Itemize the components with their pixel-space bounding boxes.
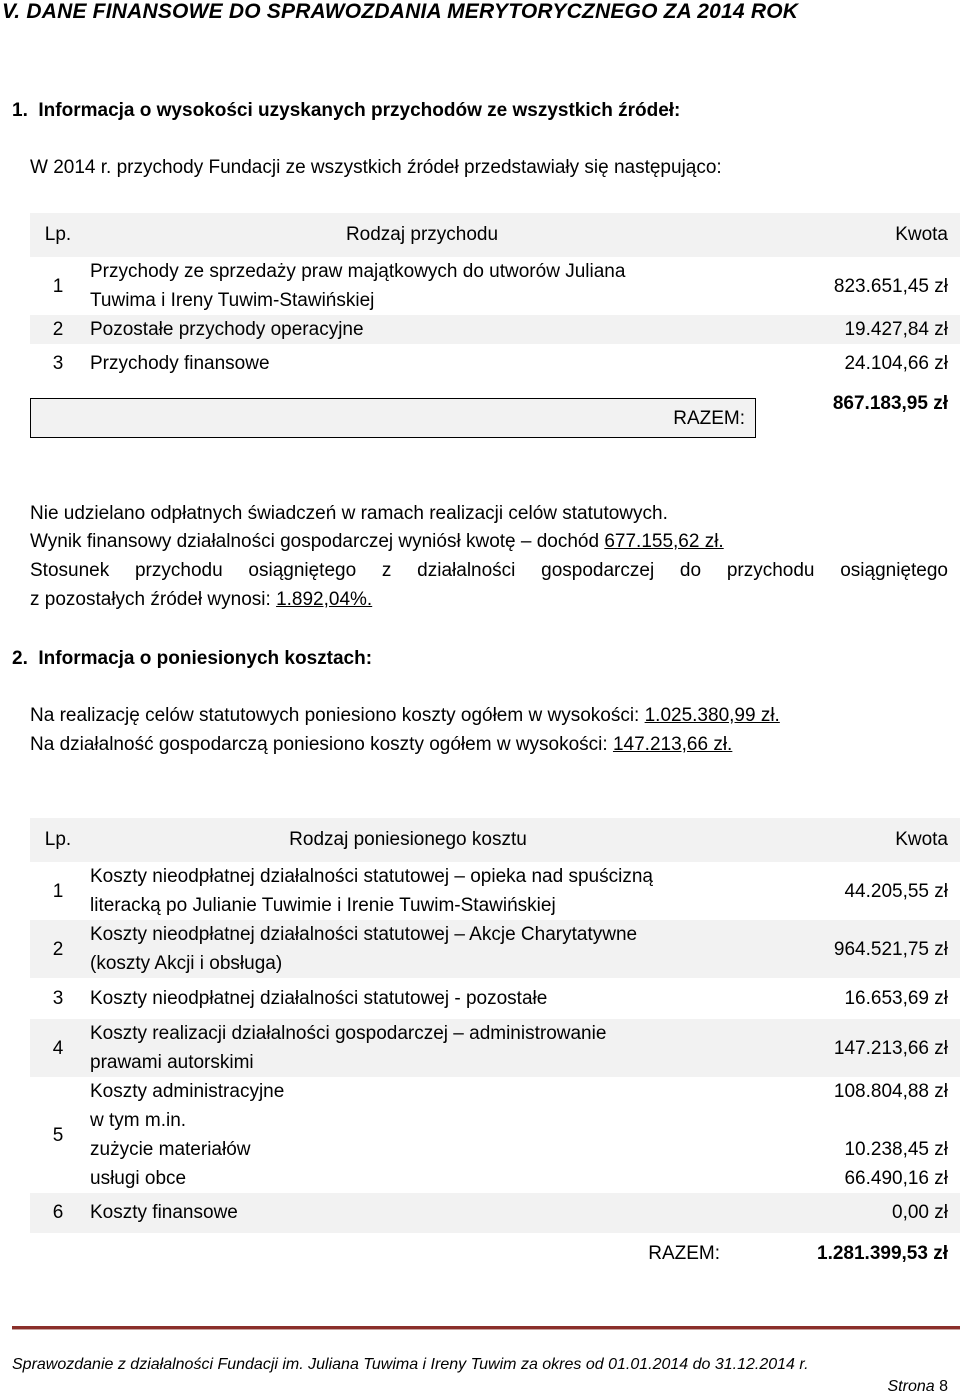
section-1-intro: W 2014 r. przychody Fundacji ze wszystkich źródeł przedstawiały się następująco: xyxy=(30,157,722,178)
row-lp: 3 xyxy=(52,988,64,1009)
total-row xyxy=(30,1233,960,1275)
total-label: RAZEM: xyxy=(673,408,745,429)
note-value: 677.155,62 zł. xyxy=(604,531,724,552)
row-amount xyxy=(730,1077,960,1193)
total-value: 867.183,95 zł xyxy=(832,393,948,414)
col-header-lp: Lp. xyxy=(30,213,86,257)
row-name: Pozostałe przychody operacyjne xyxy=(86,315,758,344)
page-number-value: 8 xyxy=(939,1378,948,1395)
note-value: 147.213,66 zł. xyxy=(612,734,733,755)
row-amount: 19.427,84 zł xyxy=(758,315,960,344)
row-lp: 6 xyxy=(30,1193,86,1233)
row-lp: 5 xyxy=(52,1124,64,1146)
row-amount: 964.521,75 zł xyxy=(730,920,960,978)
section-2-heading: 2. Informacja o poniesionych kosztach: xyxy=(12,648,373,669)
row-name-line: Koszty nieodpłatnej działalności statutowej – opieka nad spuścizną xyxy=(90,866,653,887)
footer-text: Sprawozdanie z działalności Fundacji im. Juliana Tuwima i Ireny Tuwim za okres od 01.01.2014 do 31.12.2014 r. xyxy=(12,1356,809,1373)
row-name xyxy=(86,862,730,920)
row-name xyxy=(86,920,730,978)
row-lp: 1 xyxy=(52,275,64,297)
page-label: Strona xyxy=(887,1378,935,1395)
table-row xyxy=(30,315,960,344)
note-ratio-line1: Stosunek przychodu osiągniętego z działalności gospodarczej do przychodu osiągniętego xyxy=(30,560,948,581)
row-name xyxy=(86,1077,730,1193)
costs-table xyxy=(30,818,960,1275)
footer-divider xyxy=(12,1326,960,1330)
row-lp: 1 xyxy=(52,880,64,902)
col-header-name: Rodzaj poniesionego kosztu xyxy=(86,818,730,862)
note-text: Na realizację celów statutowych poniesiono koszty ogółem w wysokości: xyxy=(30,705,645,726)
document-title: V. DANE FINANSOWE DO SPRAWOZDANIA MERYTORYCZNEGO ZA 2014 ROK xyxy=(2,0,799,23)
row-name-line: Przychody ze sprzedaży praw majątkowych do utworów Juliana xyxy=(90,261,626,282)
total-value: 1.281.399,53 zł xyxy=(817,1243,948,1264)
row-name-line: usługi obce xyxy=(90,1168,187,1189)
row-lp: 3 xyxy=(52,353,64,374)
table-row xyxy=(30,1077,960,1193)
col-header-amount: Kwota xyxy=(730,818,960,862)
row-name-line: Koszty nieodpłatnej działalności statutowej – Akcje Charytatywne xyxy=(90,924,638,945)
row-amount: 823.651,45 zł xyxy=(833,275,948,297)
note-text: z pozostałych źródeł wynosi: xyxy=(30,589,277,610)
row-lp: 2 xyxy=(30,315,86,344)
note-value: 1.025.380,99 zł. xyxy=(644,705,780,726)
table-row xyxy=(30,257,960,315)
costs-statutory-line xyxy=(30,705,780,727)
col-header-amount: Kwota xyxy=(758,213,960,257)
row-name-line: Tuwima i Ireny Tuwim-Stawińskiej xyxy=(90,290,375,311)
total-label-box xyxy=(30,398,756,438)
income-table-header xyxy=(30,213,960,257)
income-table xyxy=(30,213,960,424)
note-value: 1.892,04%. xyxy=(276,589,373,610)
row-name-line: (koszty Akcji i obsługa) xyxy=(90,953,283,974)
row-lp: 2 xyxy=(30,920,86,978)
col-header-name: Rodzaj przychodu xyxy=(86,213,758,257)
total-label: RAZEM: xyxy=(648,1243,720,1264)
section-1-heading: 1. Informacja o wysokości uzyskanych przychodów ze wszystkich źródeł: xyxy=(12,100,681,121)
row-name-line: Koszty realizacji działalności gospodarczej – administrowanie xyxy=(90,1023,607,1044)
row-amount: 147.213,66 zł xyxy=(730,1019,960,1077)
note-text: Wynik finansowy działalności gospodarczej wyniósł kwotę – dochód xyxy=(30,531,605,552)
row-amount-line: 108.804,88 zł xyxy=(833,1081,948,1102)
note-ratio-line2 xyxy=(30,589,372,611)
row-amount-line: 66.490,16 zł xyxy=(844,1168,948,1189)
table-row xyxy=(30,862,960,920)
row-name-line: zużycie materiałów xyxy=(90,1139,251,1160)
row-amount: 16.653,69 zł xyxy=(844,988,948,1009)
costs-table-header xyxy=(30,818,960,862)
row-amount-line: 10.238,45 zł xyxy=(844,1139,948,1160)
row-name-line: Koszty administracyjne xyxy=(90,1081,285,1102)
table-row xyxy=(30,1019,960,1077)
row-name-line: literacką po Julianie Tuwimie i Irenie Tuwim-Stawińskiej xyxy=(90,895,556,916)
table-row xyxy=(30,978,960,1019)
page-number xyxy=(888,1378,949,1396)
costs-business-line xyxy=(30,734,732,756)
row-name-line: prawami autorskimi xyxy=(90,1052,254,1073)
row-name xyxy=(86,1019,730,1077)
col-header-lp: Lp. xyxy=(30,818,86,862)
note-text: Na działalność gospodarczą poniesiono koszty ogółem w wysokości: xyxy=(30,734,613,755)
row-lp: 4 xyxy=(30,1019,86,1077)
table-row xyxy=(30,920,960,978)
row-name-line: w tym m.in. xyxy=(90,1110,187,1131)
table-row xyxy=(30,1193,960,1233)
note-financial-result xyxy=(30,531,724,553)
note-no-paid-services: Nie udzielano odpłatnych świadczeń w ramach realizacji celów statutowych. xyxy=(30,503,668,524)
row-name: Przychody finansowe xyxy=(90,353,270,374)
row-name: Koszty finansowe xyxy=(86,1193,730,1233)
row-amount: 24.104,66 zł xyxy=(844,353,948,374)
row-amount: 44.205,55 zł xyxy=(844,880,948,902)
row-name xyxy=(86,257,758,315)
row-name: Koszty nieodpłatnej działalności statutowej - pozostałe xyxy=(90,988,548,1009)
row-amount: 0,00 zł xyxy=(730,1193,960,1233)
table-row xyxy=(30,344,960,384)
